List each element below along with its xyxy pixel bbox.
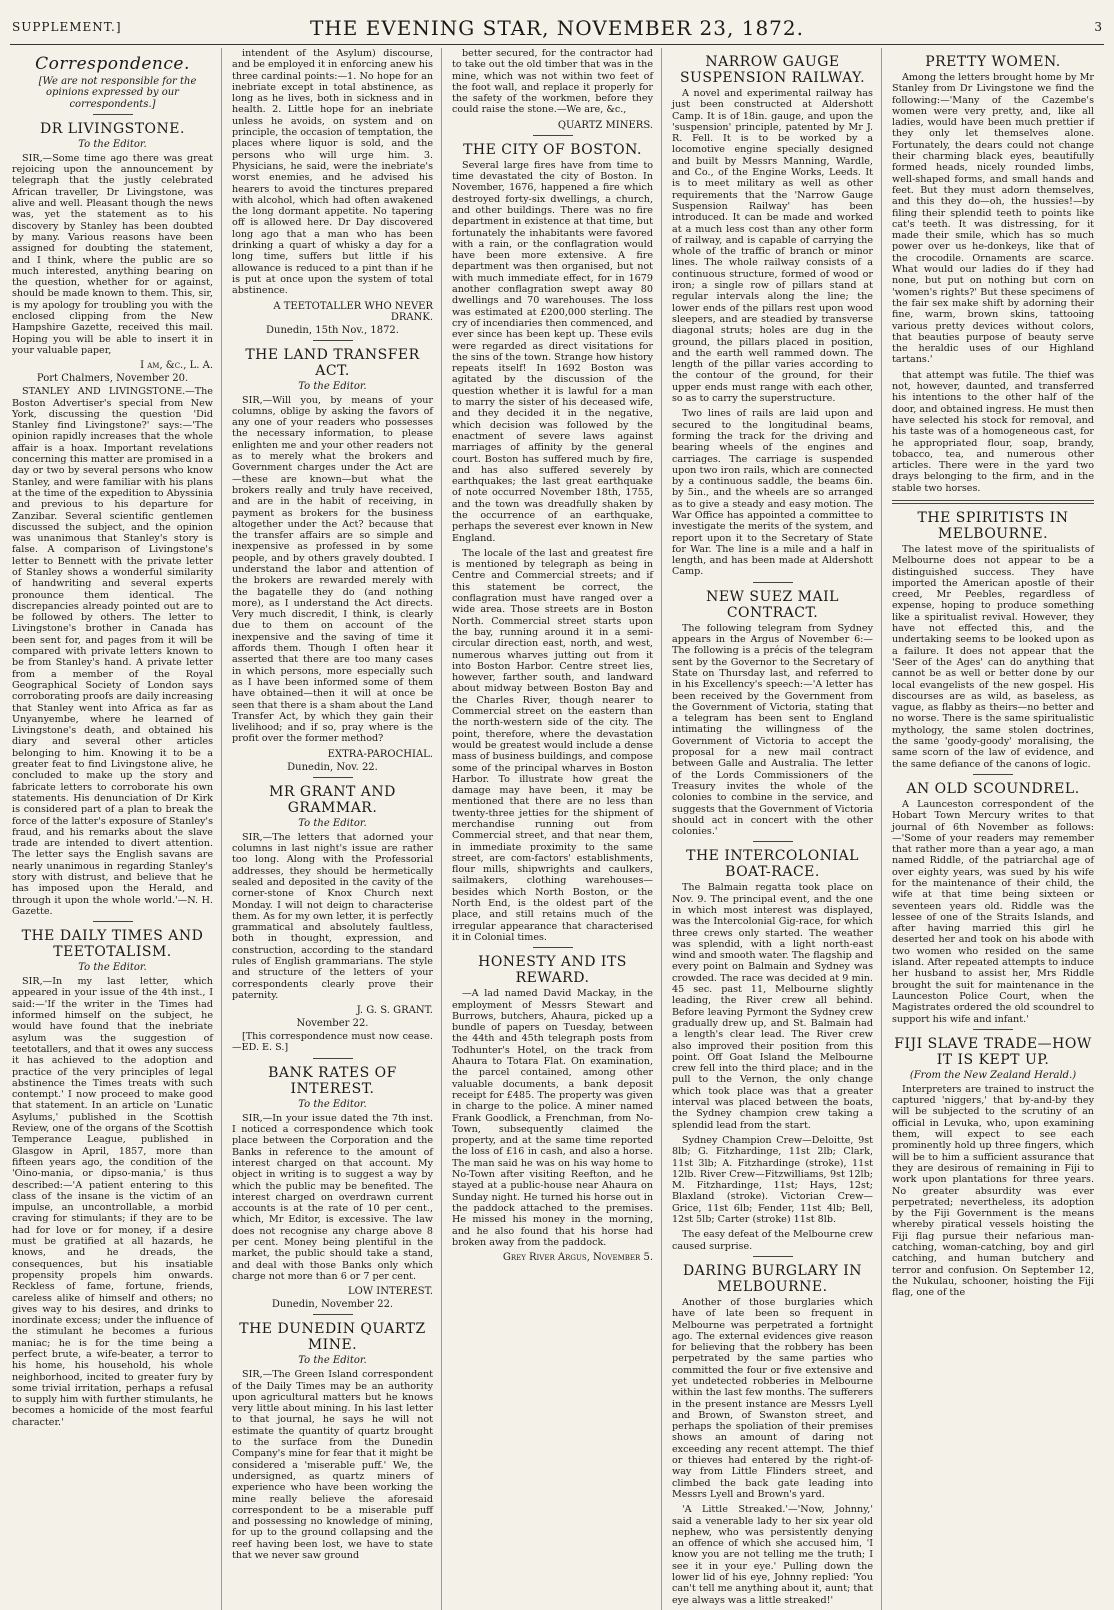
article-title-fiji: FIJI SLAVE TRADE—HOW IT IS KEPT UP.	[894, 1035, 1092, 1068]
article-body: SIR,—Will you, by means of your columns, oblige by asking the favors of any one of your readers who possesses the necessary information, to please enlighten me and your other readers not as to merely what the brokers and Government charges under the Act are —these are known—but what the brokers really and truly have received, and are in the habit of receiving, in payment as brokers for the business altogether under the Act? because that the transfer affairs are so simple and inexpensive as professed in by some people, and by others gravely doubted. I understand the labor and attention of the brokers are rewarded merely with the bagatelle they do (and nothing more), as I understand the Act directs. Very much discredit, I think, is clearly due to them on account of the inexpensive and the saving of time it affords them. Though I often hear it asserted that there are too many cases in which persons, more especially such as I have been informed some of them have obtained—then it will at once be seen that there is a sham about the Land Transfer Act, by which they gain their livelihood; and if so, pray where is the profit over the former method?	[232, 394, 433, 745]
article-title-livingstone: DR LIVINGSTONE.	[40, 120, 185, 137]
editorial-notice: [We are not responsible for the opinions expressed by our correspondents.]	[38, 76, 197, 110]
signature: J. G. S. GRANT.	[356, 1005, 433, 1017]
article-body: The latest move of the spiritualists of Melbourne does not appear to be a distinguished success. They have imported the American apostle of their creed, Mr Peebles, regardless of expense, hoping to produce something like a spiritualist revival. However, they have not effected this, and the undertaking seems to be looked upon as a failure. It does not appear that the 'Seer of the Ages' can do anything that cannot be as well or better done by our local evangelists of the new gospel. His discourses are as wild, as baseless, as vague, as flabby as theirs—no better and no worse. There is the same spiritualistic mythology, the same stolen doctrines, the same 'goody-goody' moralising, the same scorn of the law of evidence, and the same defiance of the canons of logic.	[892, 543, 1094, 770]
divider	[313, 1314, 353, 1315]
article-body: STANLEY AND LIVINGSTONE.—The Boston Advertiser's special from New York, discussing the question 'Did Stanley find Livingstone?' says:—'The opinion rapidly increases that the whole affair is a hoax. Important revelations concerning this matter are promised in a day or two by several persons who know Stanley, and were familiar with his plans at the time of the expedition to Abyssinia and previous to his departure for Zanzibar. Several scientific gentlemen discussed the subject, and the opinion was unanimous that Stanley's story is false. A comparison of Livingstone's letter to Bennett with the private letter of Stanley shows a wonderful similarity of handwriting and several experts pronounce them identical. The discrepancies already pointed out are to be followed by others. The letter to Livingstone's brother in Canada has been sent for, and pages from it will be compared with private letters known to be from Stanley's hand. A private letter from a member of the Royal Geographical Society of London says corroborating proofs are daily increasing that Stanley went into Africa as far as Unyanyembe, where he learned of Livingstone's death, and obtained his diary and several other articles belonging to him. Knowing it to be a greater feat to find Livingstone alive, he concluded to make up the story and fabricate letters to corroborate his own statements. His denunciation of Dr Kirk is considered part of a plan to break the force of the latter's exposure of Stanley's fraud, and his remarks about the slave trade are intended to divert attention. The letter says the English savans are nearly unanimous in regarding Stanley's story with distrust, and believe that he has imposed upon the Herald, and through it upon the whole world.'—N. H. Gazette.	[12, 386, 213, 917]
source-credit: Grey River Argus, November 5.	[502, 1252, 653, 1264]
masthead	[10, 14, 1104, 45]
signature: QUARTZ MINERS.	[557, 119, 653, 131]
newspaper-columns	[12, 48, 1102, 1606]
dateline: November 22.	[296, 1018, 369, 1030]
divider	[313, 777, 353, 778]
dateline: Dunedin, 15th Nov., 1872.	[266, 324, 399, 336]
article-title-old-scoundrel: AN OLD SCOUNDREL.	[906, 780, 1080, 797]
source-credit: (From the New Zealand Herald.)	[909, 1069, 1077, 1081]
article-title-burglary: DARING BURGLARY IN MELBOURNE.	[682, 1262, 863, 1295]
article-body: The Balmain regatta took place on Nov. 9. The principal event, and the one in which most interest was displayed, was the Intercolonial Gig-race, for which three crews only started. The weather was splendid, with a light north-east wind and smooth water. The flagship and every point on Balmain and Sydney was crowded. The race was decided at 9 min. 45 sec. past 11, Melbourne slightly leading, the River crew all behind. Before leaving Pyrmont the Sydney crew gradually drew up, and St. Balmain had a length's clear lead. The River crew also improved their position from this point. Off Goat Island the Melbourne crew fell into the third place; and in the pull to the Vernon, the only change which took place was that a greater interval was placed between the boats, the Sydney champion crew taking a splendid lead from the start.	[672, 882, 873, 1131]
divider	[753, 841, 793, 842]
signature: I am, &c., L. A.	[140, 360, 213, 372]
article-body: SIR,—The letters that adorned your columns in last night's issue are rather too long. Along with the Professorial addresses, they should be hermetically sealed and deposited in the cavity of the corner-stone of Knox Church next Monday. I will not deign to characterise them. As for my own letter, it is perfectly grammatical and absolutely faultless, both in thought, expression, and construction, according to the standard rules of English grammarians. The style and structure of the letters of your correspondents clearly prove their paternity.	[232, 831, 433, 1001]
article-body: Another of those burglaries which have of late been so frequent in Melbourne was perpetrated a fortnight ago. The external evidences give reason for believing that the robbery has been perpetrated by the same parties who committed the four or five extensive and yet undetected robberies in Melbourne within the last few months. The sufferers in the present instance are Messrs Lyell and Brown, of Swanston street, and perhaps the spoliation of their premises shows an amount of daring not exceeding any recent attempt. The thief or thieves had entered by the right-of-way from Little Flinders street, and climbed the back gate leading into Messrs Lyell and Brown's yard.	[672, 1296, 873, 1500]
divider	[533, 135, 573, 136]
article-continuation: better secured, for the contractor had to take out the old timber that was in the mine, which was not within two feet of the foot wall, and replace it properly for the safety of the workmen, before they could raise the stone.—We are, &c.,	[452, 48, 653, 116]
divider	[533, 947, 573, 948]
divider	[973, 1029, 1013, 1030]
article-body: The locale of the last and greatest fire is mentioned by telegraph as being in Centre and Commercial streets; and if this statement be correct, the conflagration must have ranged over a wide area. Those streets are in Boston North. Commercial street starts upon the bay, running around it in a semi-circular direction east, north, and west, numerous wharves jutting out from it into Boston Harbor. Centre street lies, however, farther south, and landward about midway between Boston Bay and the Charles River, though nearer to Commercial street on the eastern than the north-western side of the city. The point, therefore, where the devastation would be greatest would include a dense mass of business buildings, and compose some of the principal wharves in Boston Harbor. To illustrate how great the damage may have been, it may be mentioned that there are no less than twenty-three jetties for the shipment of merchandise running out from Commercial street, and that near them, in immediate proximity to the same street, are com-factors' establishments, flour mills, shipwrights and caulkers, sailmakers, clothing warehouses—besides which North Boston, or the North End, is the oldest part of the place, and still retains much of the irregular appearance that characterised it in Colonial times.	[452, 547, 653, 943]
supplement-label: SUPPLEMENT.]	[12, 20, 122, 34]
article-body: SIR,—In my last letter, which appeared in your issue of the 4th inst., I said:—'If the writer in the Times had informed himself on the subject, he would have found that the inebriate asylum was the suggestion of teetotallers, and that it owes any success it has achieved to the adoption and practice of the very principles of legal abstinence the Times treats with such contempt.' I now proceed to make good that statement. In an article on 'Lunatic Asylums,' published in the Scottish Review, one of the organs of the Scottish Temperance League, published in Glasgow in April, 1857, more than fifteen years ago, the condition of the 'Oino-mania, or dipso-mania,' is thus described:—'A patient entering to this class of the insane is the victim of an impulse, an uncontrollable, a morbid craving for stimulants; if they are to be had for love or for money, if a desire must be gratified at all hazards, he knows, and he dreads, the consequences, but his insatiable propensity propels him onwards. Reckless of fame, fortune, friends, careless alike of himself and others; no gives way to his desires, and drinks to inordinate excess; under the influence of the stimulant he becomes a furious maniac; he is for the time being a perfect brute, a wife-beater, a terror to his home, his household, his whole neighborhood, incited to greater fury by some trivial irritation, perhaps a refusal to supply him with further stimulants, he becomes a homicide of the most fearful character.'	[12, 976, 213, 1428]
article-title-spiritists: THE SPIRITISTS IN MELBOURNE.	[917, 509, 1069, 542]
addressee: To the Editor.	[298, 380, 367, 392]
article-continuation: intendent of the Asylum) discourse, and be employed it in enforcing anew his three cardinal points:—1. No hope for an inebriate except in total abstinence, as long as he lives, both in sickness and in health. 2. Little hope for an inebriate unless he avoids, on system and on principle, the occasion of temptation, the places where liquor is sold, and the persons who will urge him. 3. Physicians, he said, were the inebriate's worst enemies, and he advised his hearers to avoid the tinctures prepared with alcohol, which had often awakened the long dormant appetite. No tapering off is allowed here. Dr Day discovered long ago that a man who has been drinking a quart of whisky a day for a long time, suffers but little if his allowance is reduced to a pint than if he is put at once upon the system of total abstinence.	[232, 48, 433, 297]
article-title-grammar: MR GRANT AND GRAMMAR.	[269, 783, 396, 816]
addressee: To the Editor.	[298, 1355, 367, 1367]
article-title-bank-rates: BANK RATES OF INTEREST.	[268, 1064, 397, 1097]
divider	[892, 500, 1094, 504]
addressee: To the Editor.	[298, 817, 367, 829]
article-title-pretty-women: PRETTY WOMEN.	[925, 54, 1061, 70]
editor-note: [This correspondence must now cease.—ED. E. S.]	[232, 1031, 433, 1054]
divider	[753, 1256, 793, 1257]
article-title-railway: NARROW GAUGE SUSPENSION RAILWAY.	[679, 54, 866, 86]
divider	[93, 114, 133, 115]
article-body: Among the letters brought home by Mr Stanley from Dr Livingstone we find the following:—'Many of the Cazembe's women were very pretty, and, like all ladies, would have been much prettier if they only let themselves alone. Fortunately, the dears could not change their charming black eyes, beautifully formed heads, nicely rounded limbs, well-shaped forms, and small hands and feet. But they must adorn themselves, and this they do—oh, the hussies!—by filing their splendid teeth to points like cat's teeth. It was distressing, for it made their smile, which has so much power over us he-donkeys, like that of the crocodile. Ornaments are scarce. What would our ladies do if they had none, but put on nothing but corn on 'women's rights?' But these specimens of the fair sex make shift by adorning their fine, warm, brown skins, tattooing various pretty devices without colors, that beauties purpose of beauty serve the heraldic uses of our Highland tartans.'	[892, 72, 1094, 366]
column-1	[12, 48, 222, 1610]
divider	[313, 1058, 353, 1059]
article-title-quartz-mine: THE DUNEDIN QUARTZ MINE.	[239, 1321, 426, 1354]
article-title-boston: THE CITY OF BOSTON.	[463, 141, 642, 158]
article-body: Several large fires have from time to time devastated the city of Boston. In November, 1676, happened a fire which destroyed forty-six dwellings, a church, and other buildings. There was no fire department in existence at that time, but fortunately the inhabitants were favored with a rain, or the conflagration would have been more extensive. A fire department was then organised, but not with much immediate effect, for in 1679 another conflagration swept away 80 dwellings and 70 warehouses. The loss was estimated at £200,000 sterling. The cry of incendiaries then commenced, and ever since has been kept up. These evils were regarded as direct visitations for the sins of the town. Strange how history repeats itself! In 1692 Boston was agitated by the discussion of the question whether it is lawful for a man to marry the sister of his deceased wife, and they decided it in the negative, which decision was followed by the enactment of severe laws against marriages of affinity by the general court. Boston has suffered much by fire, and has also suffered severely by earthquakes; the last great earthquake of note occurred November 18th, 1755, and the town was dreadfully shaken by the occurrence of an earthquake, perhaps the severest ever known in New England.	[452, 159, 653, 544]
column-5	[892, 48, 1102, 1610]
article-body: SIR,—In your issue dated the 7th inst. I noticed a correspondence which took place between the Corporation and the Banks in reference to the amount of interest charged on that account. My object in writing is to suggest a way by which the public may be benefited. The interest charged on overdrawn current accounts is at the rate of 10 per cent., which, Mr Editor, is excessive. The law does not recognise any charge above 8 per cent. Money being plentiful in the market, the public should take a stand, and deal with those Banks only which charge not more than 6 or 7 per cent.	[232, 1112, 433, 1282]
dateline: Dunedin, Nov. 22.	[287, 761, 378, 773]
article-title-boat-race: THE INTERCOLONIAL BOAT-RACE.	[686, 848, 859, 881]
article-body: The following telegram from Sydney appears in the Argus of November 6:—The following is a précis of the telegram sent by the Governor to the Secretary of State on Thursday last, and referred to in his Excellency's speech:—'A letter has been received by the Government from the Government of Victoria, stating that a telegram has been sent to England intimating the willingness of the Government of Victoria to accept the proposal for a new mail contract between Galle and Australia. The letter of the Lords Commissioners of the Treasury invites the whole of the colonies to combine in the service, and suggests that the Government of Victoria should act in concert with the other colonies.'	[672, 622, 873, 838]
column-4	[672, 48, 882, 1610]
article-body: A novel and experimental railway has just been constructed at Aldershott Camp. It is of 18in. gauge, and upon the 'suspension' principle, patented by Mr J. R. Fell. It is to be worked by a locomotive engine specially designed and built by Messrs Manning, Wardle, and Co., of the Engine Works, Leeds. It is to meet military as well as other requirements that the 'Narrow Gauge Suspension Railway' has been introduced. It can be made and worked at a much less cost than any other form of railway, and is capable of carrying the whole of the traffic of branch or minor lines. The whole railway consists of a continuous structure, formed of wood or iron; a single row of pillars stand at regular intervals along the line; the lower ends of the pillars rest upon wood sleepers, and are steadied by transverse diagonal struts; holes are dug in the ground, the pillars placed in position, and the earth well rammed down. The length of the pillar varies according to the contour of the ground, for their upper ends must range with each other, so as to carry the superstructure.	[672, 88, 873, 405]
column-2	[232, 48, 442, 1610]
dateline: Port Chalmers, November 20.	[36, 373, 189, 385]
crew-list: Sydney Champion Crew—Deloitte, 9st 8lb; G. Fitzhardinge, 11st 2lb; Clark, 11st 3lb; A. Fitzhardinge (stroke), 11st 12lb. River Crew—Fitzwilliams, 9st 12lb; M. Fitzhardinge, 11st; Hays, 12st; Blaxland (stroke). Victorian Crew—Grice, 11st 6lb; Fender, 11st 4lb; Bell, 12st 5lb; Carter (stroke) 11st 8lb.	[672, 1134, 873, 1226]
article-body: A Launceston correspondent of the Hobart Town Mercury writes to that journal of 6th November as follows:—'Some of your readers may remember that rather more than a year ago, a man named Riddle, of the patriarchal age of over eighty years, was sued by his wife for the maintenance of their child, the wife at that time being sixteen or seventeen years old. Riddle was the lessee of one of the Straits Islands, and after having married this girl he deserted her and took on his abode with two women who resided on the same island. After repeated attempts to induce her husband to assist her, Mrs Riddle brought the suit for maintenance in the Launceston Police Court, when the Magistrates ordered the old scoundrel to support his wife and infant.'	[892, 798, 1094, 1025]
article-body: 'A Little Streaked.'—'Now, Johnny,' said a venerable lady to her six year old nephew, who was persistently denying an offence of which she accused him, 'I know you are not telling me the truth; I see it in your eye.' Pulling down the lower lid of his eye, Johnny replied: 'You can't tell me anything about it, aunt; that eye always was a little streaked!'	[672, 1504, 873, 1606]
addressee: To the Editor.	[78, 138, 147, 150]
signature: LOW INTEREST.	[347, 1286, 433, 1298]
column-3	[452, 48, 662, 1610]
divider	[753, 582, 793, 583]
signature: A TEETOTALLER WHO NEVER DRANK.	[273, 300, 433, 323]
addressee: To the Editor.	[298, 1098, 367, 1110]
signature: EXTRA-PAROCHIAL.	[327, 748, 433, 760]
divider	[313, 340, 353, 341]
article-body: —A lad named David Mackay, in the employment of Messrs Stewart and Burrows, butchers, Ahaura, picked up a bundle of papers on Tuesday, between the 44th and 45th telegraph posts from Todhunter's Hotel, on the track from Ahaura to Totara Flat. On examination, the parcel contained, among other valuable documents, a bank deposit receipt for £485. The property was given in charge to the police. A miner named Frank Goodlick, a Frenchman, from No-Town, subsequently claimed the property, and at the same time reported the loss of £16 in cash, and also a horse. The man said he was on his way home to No-Town after visiting Reefton, and he stayed at a public-house near Ahaura on Sunday night. He turned his horse out in the paddock attached to the premises. He missed his money in the morning, and he also found that his horse had broken away from the paddock.	[452, 988, 653, 1248]
article-continuation: that attempt was futile. The thief was not, however, daunted, and transferred his intentions to the other half of the door, and obtained ingress. He must then have selected his stock for removal, and his taste was of a homogeneous cast, for he appropriated flour, soap, brandy, tobacco, tea, and numerous other articles. There were in the yard two drays belonging to the firm, and in the stable two horses.	[892, 369, 1094, 494]
article-body: Two lines of rails are laid upon and secured to the longitudinal beams, forming the track for the driving and bearing wheels of the engines and carriages. The carriage is suspended upon two iron rails, which are connected by a continuous saddle, the beams 6in. by 5in., and the wheels are so arranged as to give a steady and easy motion. The War Office has appointed a committee to investigate the merits of the system, and report upon it to the Secretary of State for War. The line is a mile and a half in length, and has been made at Aldershott Camp.	[672, 408, 873, 578]
article-body: SIR,—Some time ago there was great rejoicing upon the announcement by telegraph that the justly celebrated African traveller, Dr Livingstone, was alive and well. Pleasant though the news was, yet the statement as to his discovery by Stanley has been doubted by many. Various reasons have been assigned for doubting the statement, and I think, where the public are so much interested, anything bearing on the question, whether for or against, should be made known to them. This, sir, is my apology for troubling you with the enclosed clipping from the New Hampshire Gazette, received this mail. Hoping you will be able to insert it in your valuable paper,	[12, 152, 213, 356]
divider	[93, 921, 133, 922]
article-body: SIR,—The Green Island correspondent of the Daily Times may be an authority upon agricultural matters but he knows very little about mining. In his last letter to that journal, he says he will not estimate the quantity of quartz brought to the surface from the Dunedin Company's mine for fear that it might be considered a 'miserable puff.' We, the undersigned, as quartz miners of experience who have been working the mine really believe the aforesaid correspondent to be a miserable puff and possessing no knowledge of mining, for up to the ground collapsing and the reef having been lost, we have to state that we never saw ground	[232, 1369, 433, 1561]
article-title-teetotalism: THE DAILY TIMES AND TEETOTALISM.	[21, 928, 204, 961]
article-title-suez: NEW SUEZ MAIL CONTRACT.	[706, 588, 839, 621]
article-title-honesty: HONESTY AND ITS REWARD.	[478, 954, 627, 987]
page-number: 3	[1094, 20, 1102, 34]
dateline: Dunedin, November 22.	[271, 1299, 394, 1311]
divider	[973, 774, 1013, 775]
newspaper-title: THE EVENING STAR, NOVEMBER 23, 1872.	[310, 16, 804, 40]
article-body: Interpreters are trained to instruct the captured 'niggers,' that by-and-by they will be subjected to the scrutiny of an official in Levuka, who, upon examining them, will expect to see each prominently hold up three fingers, which will be to him a sufficient assurance that they are desirous of remaining in Fiji to work upon plantations for three years. No greater absurdity was ever perpetrated; nevertheless, its adoption by the Fiji Government is the means whereby piratical vessels hoisting the Fiji flag pursue their nefarious man-catching, woman-catching, boy and girl catching, and human butchery and terror and confusion. On September 12, the Nukulau, schooner, hoisting the Fiji flag, one of the	[892, 1083, 1094, 1299]
article-body: The easy defeat of the Melbourne crew caused surprise.	[672, 1229, 873, 1252]
article-title-land-transfer: THE LAND TRANSFER ACT.	[245, 346, 420, 379]
section-heading: Correspondence.	[35, 54, 190, 74]
addressee: To the Editor.	[78, 962, 147, 974]
